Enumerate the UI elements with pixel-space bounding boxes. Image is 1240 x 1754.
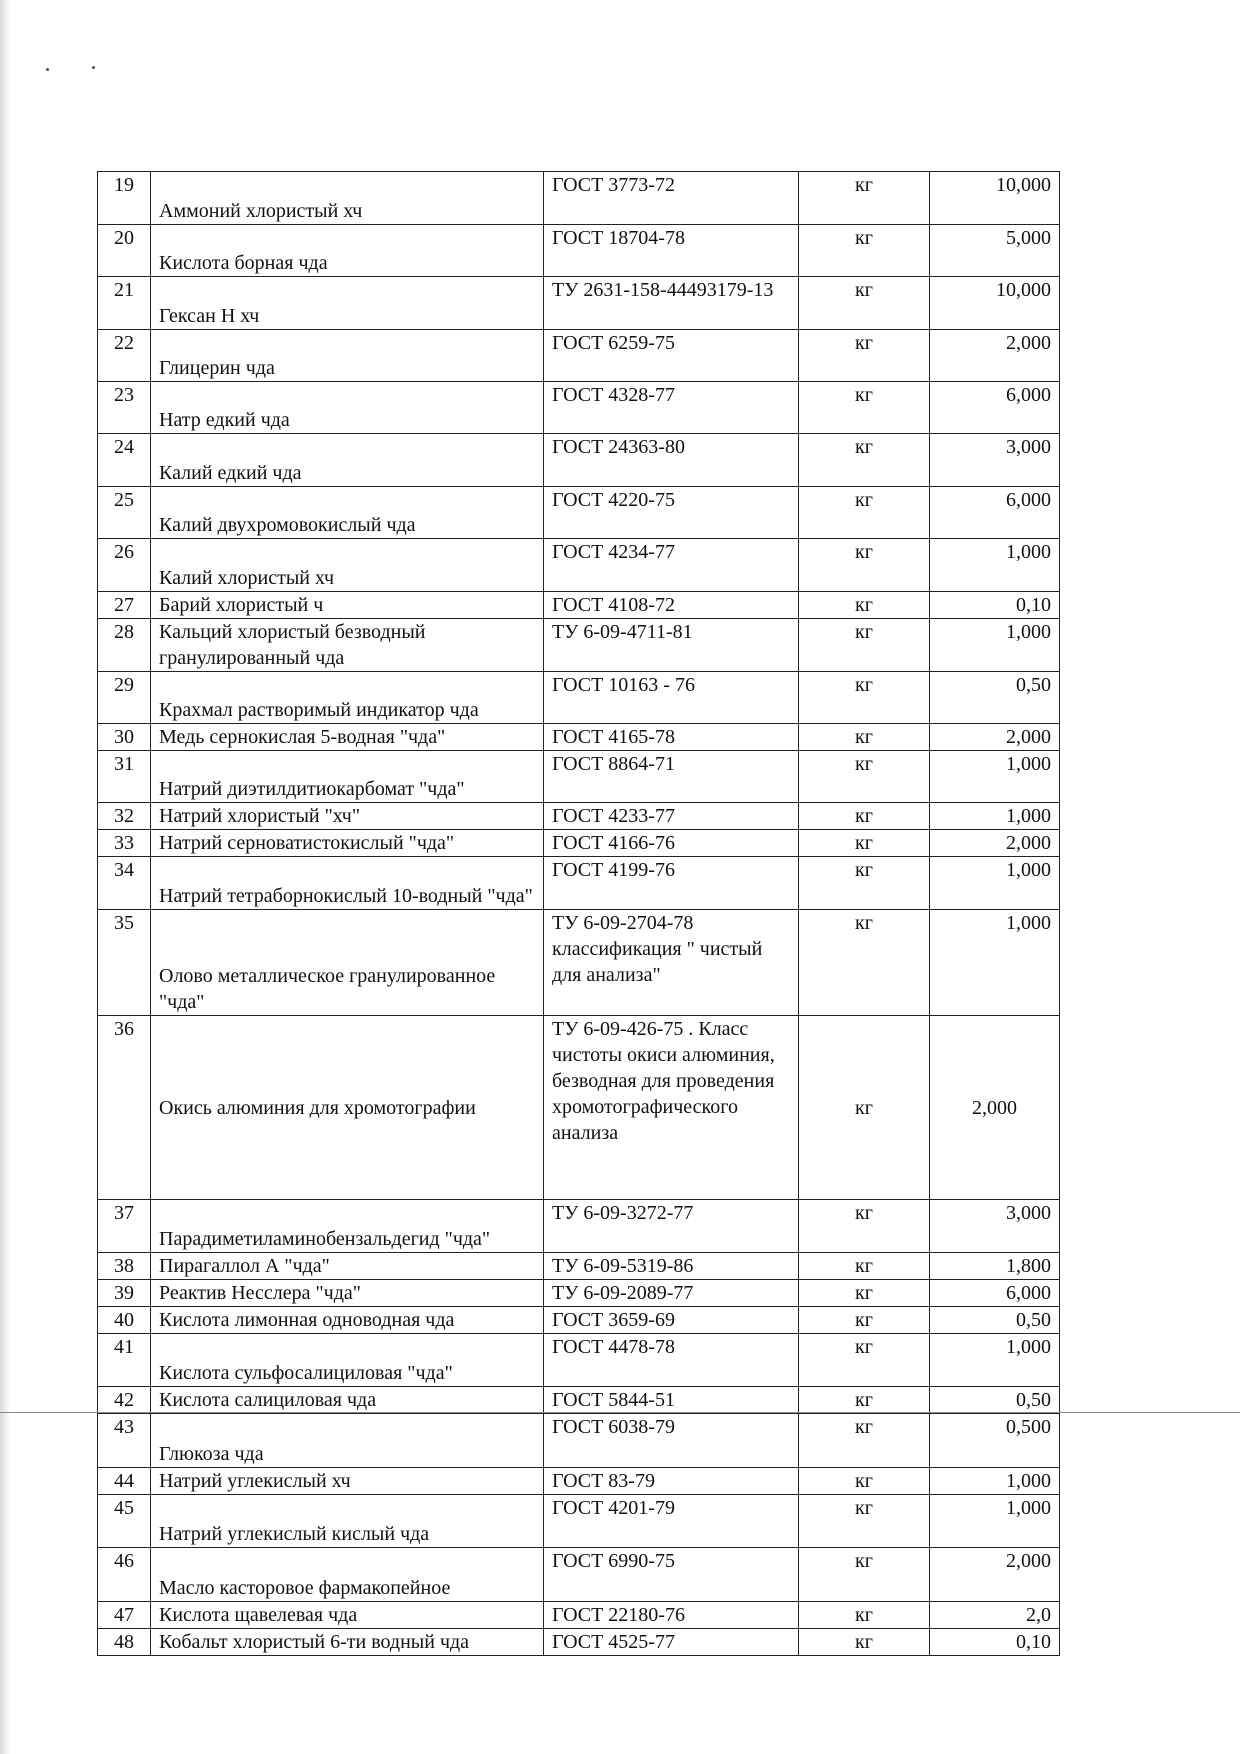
standard-spec: ГОСТ 4108-72	[544, 592, 799, 619]
reagent-name: Кальций хлористый безводный гранулированный чда	[151, 619, 544, 672]
table-row	[98, 1016, 1060, 1200]
table-row	[98, 1414, 1060, 1468]
unit-cell: кг	[799, 724, 930, 751]
quantity-cell: 3,000	[930, 1200, 1060, 1253]
reagent-name: Натрий углекислый кислый чда	[151, 1495, 544, 1548]
row-number: 21	[98, 277, 151, 330]
quantity-cell: 10,000	[930, 172, 1060, 225]
row-number: 47	[98, 1602, 151, 1629]
reagent-name: Кислота салициловая чда	[151, 1387, 544, 1414]
standard-spec: ГОСТ 8864-71	[544, 751, 799, 803]
reagent-name: Барий хлористый ч	[151, 592, 544, 619]
table-row	[98, 672, 1060, 724]
quantity-cell: 1,000	[930, 857, 1060, 910]
standard-spec: ГОСТ 4525-77	[544, 1629, 799, 1656]
quantity-cell: 2,000	[930, 330, 1060, 382]
reagent-name: Натрий хлористый "хч"	[151, 803, 544, 830]
unit-cell: кг	[799, 1280, 930, 1307]
unit-cell: кг	[799, 1253, 930, 1280]
quantity-cell: 1,000	[930, 1334, 1060, 1387]
unit-cell: кг	[799, 1548, 930, 1602]
unit-cell: кг	[799, 1334, 930, 1387]
table-row	[98, 1602, 1060, 1629]
quantity-cell: 2,000	[930, 1548, 1060, 1602]
row-number: 22	[98, 330, 151, 382]
row-number: 23	[98, 382, 151, 434]
standard-spec: ГОСТ 4328-77	[544, 382, 799, 434]
row-number: 30	[98, 724, 151, 751]
scan-fold-line	[0, 1412, 1240, 1413]
standard-spec: ГОСТ 10163 - 76	[544, 672, 799, 724]
quantity-cell: 0,10	[930, 592, 1060, 619]
unit-cell: кг	[799, 830, 930, 857]
quantity-cell: 0,50	[930, 1387, 1060, 1414]
table-row	[98, 1495, 1060, 1548]
quantity-cell: 6,000	[930, 382, 1060, 434]
reagent-name: Калий двухромовокислый чда	[151, 487, 544, 539]
table-row	[98, 910, 1060, 1016]
scan-speck	[46, 68, 49, 71]
unit-cell: кг	[799, 1602, 930, 1629]
quantity-cell: 1,000	[930, 1468, 1060, 1495]
reagent-name: Медь сернокислая 5-водная "чда"	[151, 724, 544, 751]
unit-cell: кг	[799, 1468, 930, 1495]
quantity-cell: 0,10	[930, 1629, 1060, 1656]
quantity-cell: 0,50	[930, 1307, 1060, 1334]
quantity-cell: 2,000	[930, 830, 1060, 857]
table-row	[98, 1307, 1060, 1334]
quantity-cell: 0,500	[930, 1414, 1060, 1468]
reagent-name: Аммоний хлористый хч	[151, 172, 544, 225]
unit-cell: кг	[799, 1387, 930, 1414]
quantity-cell: 1,000	[930, 751, 1060, 803]
reagents-table-body	[98, 172, 1060, 1656]
reagent-name: Кислота лимонная одноводная чда	[151, 1307, 544, 1334]
reagent-name: Кобальт хлористый 6-ти водный чда	[151, 1629, 544, 1656]
standard-spec: ТУ 6-09-2089-77	[544, 1280, 799, 1307]
unit-cell: кг	[799, 1629, 930, 1656]
unit-cell: кг	[799, 1307, 930, 1334]
table-row	[98, 1200, 1060, 1253]
table-row	[98, 382, 1060, 434]
unit-cell: кг	[799, 592, 930, 619]
scan-speck	[92, 66, 95, 69]
table-row	[98, 1280, 1060, 1307]
standard-spec: ГОСТ 83-79	[544, 1468, 799, 1495]
table-row	[98, 619, 1060, 672]
unit-cell: кг	[799, 539, 930, 592]
unit-cell: кг	[799, 277, 930, 330]
standard-spec: ГОСТ 6990-75	[544, 1548, 799, 1602]
reagent-name: Крахмал растворимый индикатор чда	[151, 672, 544, 724]
reagents-table	[97, 171, 1060, 1656]
standard-spec: ГОСТ 22180-76	[544, 1602, 799, 1629]
unit-cell: кг	[799, 225, 930, 277]
table-row	[98, 830, 1060, 857]
standard-spec: ГОСТ 4478-78	[544, 1334, 799, 1387]
row-number: 42	[98, 1387, 151, 1414]
row-number: 41	[98, 1334, 151, 1387]
standard-spec: ГОСТ 18704-78	[544, 225, 799, 277]
row-number: 31	[98, 751, 151, 803]
reagent-name: Пирагаллол А "чда"	[151, 1253, 544, 1280]
unit-cell: кг	[799, 434, 930, 487]
quantity-cell: 1,000	[930, 539, 1060, 592]
unit-cell: кг	[799, 330, 930, 382]
standard-spec: ТУ 2631-158-44493179-13	[544, 277, 799, 330]
standard-spec: ГОСТ 6038-79	[544, 1414, 799, 1468]
reagent-name: Кислота щавелевая чда	[151, 1602, 544, 1629]
standard-spec: ГОСТ 4220-75	[544, 487, 799, 539]
reagent-name: Натрий углекислый хч	[151, 1468, 544, 1495]
table-row	[98, 751, 1060, 803]
reagent-name: Кислота сульфосалициловая "чда"	[151, 1334, 544, 1387]
reagent-name: Натрий тетраборнокислый 10-водный "чда"	[151, 857, 544, 910]
quantity-cell: 1,000	[930, 1495, 1060, 1548]
table-row	[98, 803, 1060, 830]
row-number: 44	[98, 1468, 151, 1495]
standard-spec: ТУ 6-09-4711-81	[544, 619, 799, 672]
row-number: 32	[98, 803, 151, 830]
table-row	[98, 1387, 1060, 1414]
row-number: 20	[98, 225, 151, 277]
reagent-name: Калий хлористый хч	[151, 539, 544, 592]
unit-cell: кг	[799, 487, 930, 539]
standard-spec: ГОСТ 4165-78	[544, 724, 799, 751]
standard-spec: ГОСТ 3659-69	[544, 1307, 799, 1334]
quantity-cell: 6,000	[930, 1280, 1060, 1307]
standard-spec: ГОСТ 4199-76	[544, 857, 799, 910]
quantity-cell: 5,000	[930, 225, 1060, 277]
reagent-name: Гексан Н хч	[151, 277, 544, 330]
row-number: 28	[98, 619, 151, 672]
unit-cell: кг	[799, 857, 930, 910]
row-number: 48	[98, 1629, 151, 1656]
row-number: 26	[98, 539, 151, 592]
unit-cell: кг	[799, 910, 930, 1016]
standard-spec: ТУ 6-09-2704-78 классификация " чистый для анализа"	[544, 910, 799, 1016]
quantity-cell: 1,000	[930, 910, 1060, 1016]
reagent-name: Реактив Несслера "чда"	[151, 1280, 544, 1307]
row-number: 36	[98, 1016, 151, 1200]
table-row	[98, 1629, 1060, 1656]
table-row	[98, 487, 1060, 539]
row-number: 40	[98, 1307, 151, 1334]
unit-cell: кг	[799, 803, 930, 830]
standard-spec: ГОСТ 4201-79	[544, 1495, 799, 1548]
standard-spec: ГОСТ 4234-77	[544, 539, 799, 592]
row-number: 27	[98, 592, 151, 619]
table-row	[98, 1468, 1060, 1495]
standard-spec: ГОСТ 3773-72	[544, 172, 799, 225]
table-row	[98, 592, 1060, 619]
quantity-cell: 1,000	[930, 619, 1060, 672]
reagent-name: Кислота борная чда	[151, 225, 544, 277]
table-row	[98, 539, 1060, 592]
row-number: 39	[98, 1280, 151, 1307]
row-number: 24	[98, 434, 151, 487]
row-number: 33	[98, 830, 151, 857]
quantity-cell: 2,000	[930, 724, 1060, 751]
reagent-name: Парадиметиламинобензальдегид "чда"	[151, 1200, 544, 1253]
reagent-name: Глюкоза чда	[151, 1414, 544, 1468]
quantity-cell: 3,000	[930, 434, 1060, 487]
quantity-cell: 2,0	[930, 1602, 1060, 1629]
row-number: 37	[98, 1200, 151, 1253]
standard-spec: ТУ 6-09-3272-77	[544, 1200, 799, 1253]
standard-spec: ГОСТ 6259-75	[544, 330, 799, 382]
reagent-name: Натрий серноватистокислый "чда"	[151, 830, 544, 857]
row-number: 43	[98, 1414, 151, 1468]
row-number: 46	[98, 1548, 151, 1602]
unit-cell: кг	[799, 1495, 930, 1548]
quantity-cell: 1,800	[930, 1253, 1060, 1280]
reagent-name: Калий едкий чда	[151, 434, 544, 487]
row-number: 19	[98, 172, 151, 225]
row-number: 29	[98, 672, 151, 724]
standard-spec: ГОСТ 4233-77	[544, 803, 799, 830]
unit-cell: кг	[799, 672, 930, 724]
table-row	[98, 1548, 1060, 1602]
standard-spec: ГОСТ 5844-51	[544, 1387, 799, 1414]
reagent-name: Олово металлическое гранулированное "чда"	[151, 910, 544, 1016]
quantity-cell: 2,000	[930, 1016, 1060, 1200]
reagent-name: Натр едкий чда	[151, 382, 544, 434]
standard-spec: ГОСТ 24363-80	[544, 434, 799, 487]
unit-cell: кг	[799, 619, 930, 672]
unit-cell: кг	[799, 382, 930, 434]
table-row	[98, 857, 1060, 910]
table-row	[98, 172, 1060, 225]
table-row	[98, 434, 1060, 487]
reagent-name: Натрий диэтилдитиокарбомат "чда"	[151, 751, 544, 803]
unit-cell: кг	[799, 172, 930, 225]
row-number: 45	[98, 1495, 151, 1548]
row-number: 25	[98, 487, 151, 539]
standard-spec: ТУ 6-09-5319-86	[544, 1253, 799, 1280]
unit-cell: кг	[799, 751, 930, 803]
row-number: 34	[98, 857, 151, 910]
quantity-cell: 0,50	[930, 672, 1060, 724]
standard-spec: ГОСТ 4166-76	[544, 830, 799, 857]
unit-cell: кг	[799, 1016, 930, 1200]
table-row	[98, 724, 1060, 751]
table-row	[98, 1253, 1060, 1280]
quantity-cell: 10,000	[930, 277, 1060, 330]
table-row	[98, 330, 1060, 382]
unit-cell: кг	[799, 1200, 930, 1253]
table-row	[98, 277, 1060, 330]
row-number: 38	[98, 1253, 151, 1280]
reagent-name: Масло касторовое фармакопейное	[151, 1548, 544, 1602]
quantity-cell: 1,000	[930, 803, 1060, 830]
scan-edge-shadow	[0, 0, 10, 1754]
table-row	[98, 1334, 1060, 1387]
table-row	[98, 225, 1060, 277]
reagent-name: Глицерин чда	[151, 330, 544, 382]
row-number: 35	[98, 910, 151, 1016]
reagent-name: Окись алюминия для хромотографии	[151, 1016, 544, 1200]
unit-cell: кг	[799, 1414, 930, 1468]
standard-spec: ТУ 6-09-426-75 . Класс чистоты окиси алюминия, безводная для проведения хромотографического анализа	[544, 1016, 799, 1200]
quantity-cell: 6,000	[930, 487, 1060, 539]
